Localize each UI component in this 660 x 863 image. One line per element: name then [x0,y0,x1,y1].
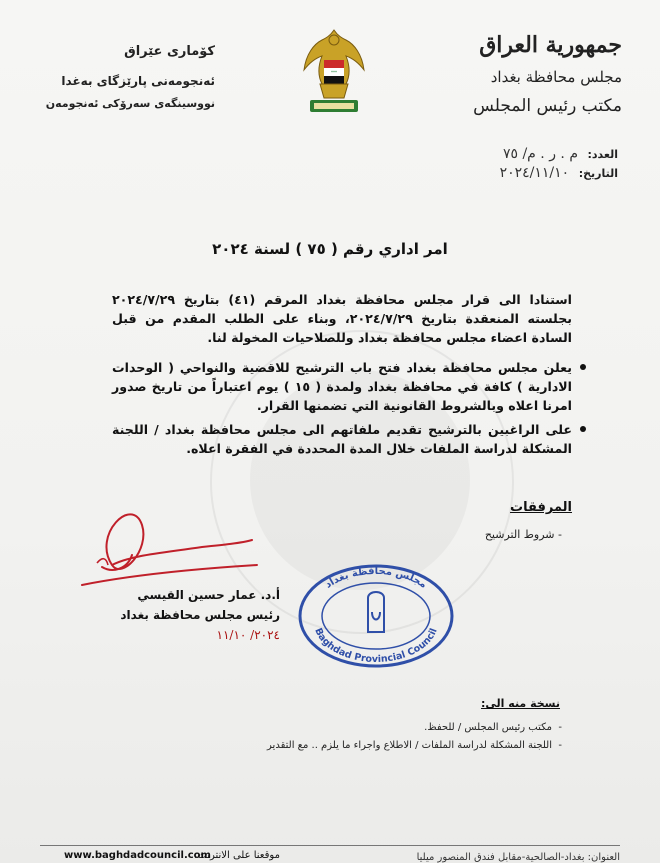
signer-name: أ.د. عمار حسين القيسي [137,588,280,602]
bullet-icon [580,364,586,370]
bullet-text: يعلن مجلس محافظة بغداد فتح باب الترشيح للاقضية والنواحي ( الوحدات الادارية ) كافة في محافظة بغداد ولمدة ( ١٥ ) يوم اعتباراً من تاريخ صدور امرنا اعلاه وبالشروط القانونية التي تضمنها القرار. [112,360,572,413]
signer-title: رئيس مجلس محافظة بغداد [120,608,280,622]
attachments-heading: المرفقات [510,500,572,515]
footer-address: العنوان: بغداد-الصالحية-مقابل فندق المنصور ميليا [416,852,620,863]
footer-divider [40,845,620,846]
reference-number-value: م . ر . م/ ٧٥ [502,146,578,162]
bullet-icon [580,426,586,432]
eagle-emblem-icon [300,26,368,120]
footer-website-label: موقعنا على الانترنت: [194,850,280,861]
reference-date [500,165,618,181]
svg-text:***: *** [331,70,337,75]
reference-number-label: العدد: [587,148,618,161]
signer-date: ٢٠٢٤/ ١١/١٠ [216,628,280,642]
footer-website[interactable]: www.baghdadcouncil.com [64,850,211,861]
list-item [112,358,572,415]
reference-number [503,146,618,162]
reference-date-label: التاريخ: [578,167,618,180]
copies-heading: نسخة منه الى: [481,697,560,710]
signature-icon [72,495,262,595]
header-arabic-office: مكتب رئيس المجلس [473,96,622,116]
stamp-arabic-text: مجلس محافظة بغداد [323,565,429,591]
intro-paragraph: استنادا الى قرار مجلس محافظة بغداد المرقم (٤١) بتاريخ ٢٠٢٤/٧/٢٩ بجلسته المنعقدة بتاريخ ٢٠٢٤/٧/٢٩، وبناء على الطلب المقدم من قبل السادة اعضاء مجلس محافظة بغداد وللصلاحيات المخولة لنا. [112,292,573,345]
header-arabic-country: جمهورية العراق [479,32,622,58]
header-arabic-council: مجلس محافظة بغداد [490,68,622,86]
stamp-english-text: Baghdad Provincial Council [312,626,440,666]
header-kurdish-country: کۆماری عێراق [124,44,215,59]
list-item [112,420,572,458]
reference-date-value: ٢٠٢٤/١١/١٠ [499,165,570,181]
list-item: - اللجنة المشكلة لدراسة الملفات / الاطلاع واجراء ما يلزم .. مع التقدير [267,740,552,751]
header-kurdish-council: ئەنجومەنی پارێزگای بەغدا [61,74,215,88]
attachment-item: - شروط الترشيح [484,528,562,541]
order-title: امر اداري رقم ( ٧٥ ) لسنة ٢٠٢٤ [212,240,448,258]
list-item: - مكتب رئيس المجلس / للحفظ. [424,722,552,733]
council-stamp-icon [296,562,456,670]
bullet-text: على الراغبين بالترشيح تقديم ملفاتهم الى مجلس محافظة بغداد / اللجنة المشكلة لدراسة الملفات خلال المدة المحددة في الفقرة اعلاه. [112,422,572,456]
header-kurdish-office: نووسینگەی سەرۆکی ئەنجومەن [45,97,215,110]
